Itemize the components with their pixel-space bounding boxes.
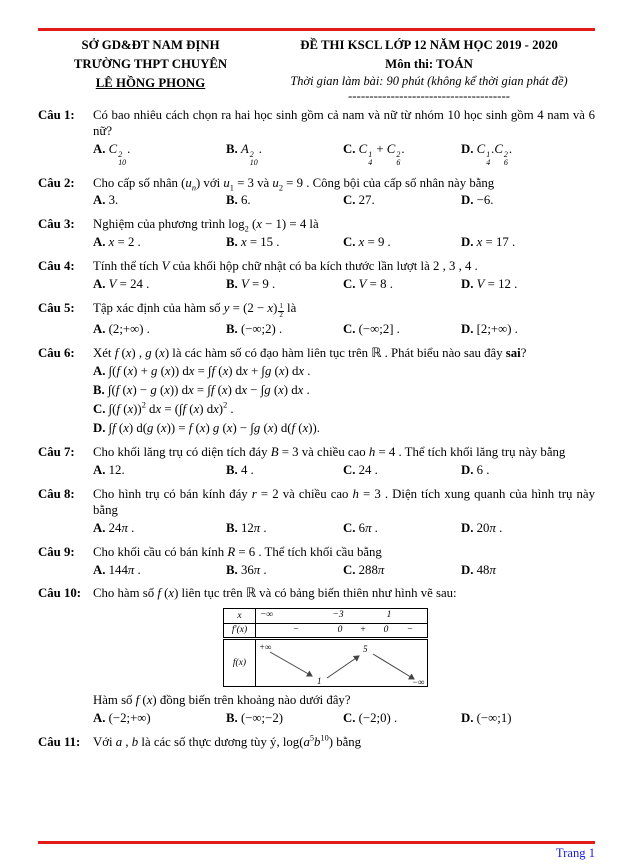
option-D <box>461 277 595 293</box>
header-school-block <box>38 36 263 101</box>
x-value: −∞ <box>260 610 274 621</box>
option-value: V = 24 . <box>108 277 150 292</box>
option-B <box>226 521 343 537</box>
option-D <box>461 322 595 338</box>
option-D <box>461 563 595 579</box>
question-text: Với a , b là các số thực dương tùy ý, $\log(a^5b^{10})$ bằng <box>93 734 362 750</box>
school-name-2: LÊ HỒNG PHONG <box>95 76 206 91</box>
question-number: Câu 8: <box>38 486 75 501</box>
options <box>93 711 595 727</box>
option-value: 24 . <box>358 462 378 477</box>
question-number: Câu 5: <box>38 301 75 316</box>
variation-row-x <box>224 609 428 624</box>
option-C <box>93 402 595 418</box>
exam-header <box>38 36 595 104</box>
option-A <box>93 235 226 251</box>
x-value: 1 <box>386 610 392 621</box>
option-letter: A. <box>93 363 106 378</box>
option-letter: B. <box>226 277 238 292</box>
option-value: x = 15 . <box>240 235 280 250</box>
question-text: Tính thể tích V của khối hộp chữ nhật có ba kích thước lần lượt là 2 , 3 , 4 . <box>93 259 478 274</box>
option-value: C 1 4 + C 2 6 . <box>358 142 405 168</box>
option-letter: B. <box>226 142 238 157</box>
options <box>93 322 595 338</box>
option-letter: B. <box>226 562 238 577</box>
option-letter: D. <box>93 420 106 435</box>
question-1 <box>38 108 595 167</box>
option-letter: D. <box>461 321 474 336</box>
variation-table <box>223 608 428 687</box>
option-A <box>93 142 226 167</box>
question-text: Nghiệm của phương trình $\log_2 (x - 1) = 4$ là <box>93 217 319 235</box>
variation-x-values <box>256 609 428 624</box>
variation-curve-svg <box>256 640 426 686</box>
option-value: 27. <box>358 193 375 208</box>
option-value: 6. <box>240 193 251 208</box>
option-C <box>343 563 461 579</box>
option-value: −6. <box>476 193 494 208</box>
option-A <box>93 521 226 537</box>
option-value: 3. <box>108 193 119 208</box>
exam-subject: Môn thi: TOÁN <box>385 56 473 71</box>
option-value: 12π . <box>240 520 267 535</box>
question-text: Cho khối lăng trụ có diện tích đáy B = 3 và chiều cao h = 4 . Thể tích khối lăng trụ này bằng <box>93 444 566 459</box>
option-value: (−2;+∞) <box>108 711 151 726</box>
question-body <box>93 217 595 251</box>
page-footer <box>38 841 595 862</box>
question-body <box>93 176 595 210</box>
bottom-double-rule <box>38 841 595 844</box>
option-value: (−∞;2) . <box>240 321 283 336</box>
question-body <box>93 735 595 751</box>
option-letter: B. <box>226 193 238 208</box>
option-letter: B. <box>93 382 105 397</box>
question-body <box>93 346 595 437</box>
option-value: 4 . <box>240 462 254 477</box>
options <box>93 142 595 167</box>
variation-fprime-signs <box>256 624 428 639</box>
option-B <box>226 235 343 251</box>
question-text: Cho khối cầu có bán kính R = 6 . Thể tích khối cầu bằng <box>93 544 382 559</box>
option-letter: D. <box>461 193 474 208</box>
question-body <box>93 586 595 727</box>
option-letter: D. <box>461 520 474 535</box>
exam-duration: Thời gian làm bài: 90 phút (không kể thời gian phát đề) <box>290 74 568 89</box>
option-letter: B. <box>226 462 238 477</box>
option-letter: C. <box>343 142 356 157</box>
option-letter: A. <box>93 277 106 292</box>
options <box>93 277 595 293</box>
variation-label-x: x <box>224 609 256 624</box>
question-number: Câu 7: <box>38 444 75 459</box>
option-C <box>343 521 461 537</box>
arrow-down-1 <box>270 652 312 676</box>
question-number: Câu 10: <box>38 586 82 601</box>
options <box>93 463 595 479</box>
option-letter: C. <box>343 321 356 336</box>
option-A <box>93 711 226 727</box>
option-value: 144π . <box>108 562 141 577</box>
option-letter: D. <box>461 235 474 250</box>
variation-table-slot <box>223 608 595 687</box>
option-A <box>93 364 595 380</box>
option-D <box>93 421 595 437</box>
option-value: C 1 4 .C 2 6 . <box>476 142 513 168</box>
question-number: Câu 11: <box>38 735 81 750</box>
option-letter: A. <box>93 520 106 535</box>
option-letter: B. <box>226 520 238 535</box>
f-limit-right: −∞ <box>412 677 425 687</box>
option-value: ∫(f (x) − g (x)) dx = ∫f (x) dx − ∫g (x) dx . <box>107 382 310 397</box>
option-value: ∫f (x) d(g (x)) = f (x) g (x) − ∫g (x) d(f (x)). <box>108 420 320 435</box>
option-letter: D. <box>461 562 474 577</box>
option-value: (−∞;−2) <box>240 711 283 726</box>
option-letter: B. <box>226 321 238 336</box>
fprime-sign: − <box>292 625 300 636</box>
option-value: 12. <box>108 462 125 477</box>
fprime-sign: − <box>406 625 414 636</box>
option-D <box>461 142 595 167</box>
option-letter: C. <box>343 711 356 726</box>
variation-label-f: f(x) <box>224 639 256 687</box>
option-B <box>226 193 343 209</box>
option-letter: A. <box>93 462 106 477</box>
option-A <box>93 563 226 579</box>
question-8 <box>38 487 595 537</box>
variation-label-fprime: f′(x) <box>224 624 256 639</box>
option-value: (−∞;2] . <box>358 321 400 336</box>
variation-row-f <box>224 639 428 687</box>
question-5 <box>38 301 595 337</box>
option-letter: B. <box>226 711 238 726</box>
option-letter: A. <box>93 321 106 336</box>
option-value: ∫(f (x))$^2$ dx = (∫f (x) dx)$^2$ . <box>108 400 234 416</box>
option-value: 20π . <box>476 520 503 535</box>
variation-row-fprime <box>224 624 428 639</box>
option-value: V = 12 . <box>476 277 518 292</box>
option-value: V = 8 . <box>358 277 393 292</box>
option-value: (−2;0) . <box>358 711 398 726</box>
question-4 <box>38 259 595 293</box>
option-B <box>226 463 343 479</box>
option-value: 36π . <box>240 562 267 577</box>
option-B <box>226 563 343 579</box>
option-D <box>461 235 595 251</box>
options <box>93 563 595 579</box>
question-body <box>93 487 595 537</box>
option-letter: C. <box>93 401 106 416</box>
question-text: Cho hình trụ có bán kính đáy r = 2 và chiều cao h = 3 . Diện tích xung quanh của hình trụ này bằng <box>93 486 596 517</box>
question-body <box>93 301 595 337</box>
header-separator: -------------------------------------- <box>348 89 510 104</box>
questions <box>38 108 595 751</box>
option-C <box>343 322 461 338</box>
option-value: V = 9 . <box>240 277 276 292</box>
option-value: [2;+∞) . <box>476 321 518 336</box>
question-3 <box>38 217 595 251</box>
option-letter: B. <box>226 235 238 250</box>
department-name: SỞ GD&ĐT NAM ĐỊNH <box>81 38 220 52</box>
option-A <box>93 322 226 338</box>
f-limit-left: +∞ <box>259 642 272 653</box>
options <box>93 235 595 251</box>
option-letter: D. <box>461 142 474 157</box>
option-letter: A. <box>93 562 106 577</box>
question-number: Câu 9: <box>38 544 75 559</box>
question-body <box>93 545 595 579</box>
option-letter: A. <box>93 142 106 157</box>
option-C <box>343 142 461 167</box>
question-6 <box>38 346 595 437</box>
question-body <box>93 108 595 167</box>
option-letter: C. <box>343 462 356 477</box>
option-value: ∫(f (x) + g (x)) dx = ∫f (x) dx + ∫g (x) dx . <box>108 363 311 378</box>
option-C <box>343 711 461 727</box>
option-letter: C. <box>343 520 356 535</box>
option-D <box>461 521 595 537</box>
option-B <box>93 383 595 399</box>
options <box>93 364 595 437</box>
fprime-sign: 0 <box>337 625 343 636</box>
question-text: Tập xác định của hàm số y = (2 − x) $\frac{1}{2}$ là <box>93 301 297 319</box>
option-letter: C. <box>343 277 356 292</box>
option-B <box>226 711 343 727</box>
exam-title: ĐỀ THI KSCL LỚP 12 NĂM HỌC 2019 - 2020 <box>300 38 558 52</box>
options <box>93 521 595 537</box>
option-D <box>461 193 595 209</box>
option-letter: A. <box>93 235 106 250</box>
option-letter: A. <box>93 193 106 208</box>
option-value: x = 9 . <box>358 235 391 250</box>
question-text-2: Hàm số f (x) đồng biến trên khoảng nào dưới đây? <box>93 693 351 708</box>
option-value: x = 17 . <box>476 235 516 250</box>
option-letter: D. <box>461 462 474 477</box>
question-number: Câu 2: <box>38 175 75 190</box>
option-letter: C. <box>343 193 356 208</box>
top-double-rule <box>38 28 595 31</box>
question-9 <box>38 545 595 579</box>
option-letter: D. <box>461 277 474 292</box>
option-D <box>461 463 595 479</box>
option-value: A 2 10 . <box>240 142 262 168</box>
question-body <box>93 445 595 479</box>
question-2 <box>38 176 595 210</box>
option-A <box>93 463 226 479</box>
page-number: Trang 1 <box>555 846 595 860</box>
fprime-sign: + <box>359 625 367 636</box>
question-body <box>93 259 595 293</box>
question-number: Câu 3: <box>38 217 75 232</box>
x-value: −3 <box>332 610 344 621</box>
header-exam-block <box>263 36 595 104</box>
f-min-value: 1 <box>317 676 322 687</box>
school-name: TRƯỜNG THPT CHUYÊN <box>73 57 228 72</box>
option-C <box>343 277 461 293</box>
question-text: Cho hàm số f (x) liên tục trên ℝ và có bảng biến thiên như hình vẽ sau: <box>93 586 457 601</box>
question-text: Xét f (x) , g (x) là các hàm số có đạo hàm liên tục trên ℝ . Phát biểu nào sau đây sai? <box>93 345 527 360</box>
option-value: 6π . <box>358 520 378 535</box>
option-value: 48π <box>476 562 496 577</box>
arrow-down-2 <box>373 654 414 679</box>
option-value: (2;+∞) . <box>108 321 150 336</box>
option-A <box>93 193 226 209</box>
arrow-up <box>327 656 359 678</box>
question-number: Câu 4: <box>38 259 75 274</box>
question-number: Câu 1: <box>38 108 75 123</box>
option-value: 24π . <box>108 520 135 535</box>
question-number: Câu 6: <box>38 345 75 360</box>
option-C <box>343 235 461 251</box>
question-text: Cho cấp số nhân $(u_n)$ với $u_1 = 3$ và $u_2 = 9$ . Công bội của cấp số nhân này bằng <box>93 175 495 193</box>
option-value: (−∞;1) <box>476 711 512 726</box>
option-C <box>343 463 461 479</box>
option-letter: D. <box>461 711 474 726</box>
question-7 <box>38 445 595 479</box>
option-A <box>93 277 226 293</box>
f-max-value: 5 <box>363 644 368 655</box>
option-B <box>226 322 343 338</box>
option-letter: C. <box>343 562 356 577</box>
option-letter: A. <box>93 711 106 726</box>
option-value: x = 2 . <box>108 235 141 250</box>
options <box>93 193 595 209</box>
option-B <box>226 277 343 293</box>
option-value: 288π <box>358 562 385 577</box>
option-value: C 2 10 . <box>108 142 131 168</box>
option-C <box>343 193 461 209</box>
option-B <box>226 142 343 167</box>
option-value: 6 . <box>476 462 490 477</box>
question-10 <box>38 586 595 727</box>
option-letter: C. <box>343 235 356 250</box>
question-11 <box>38 735 595 751</box>
fprime-sign: 0 <box>383 625 389 636</box>
variation-f-curve <box>256 639 428 687</box>
question-text: Có bao nhiêu cách chọn ra hai học sinh gồm cả nam và nữ từ nhóm 10 học sinh gồm 4 nam và 6 nữ? <box>93 108 595 139</box>
option-D <box>461 711 595 727</box>
